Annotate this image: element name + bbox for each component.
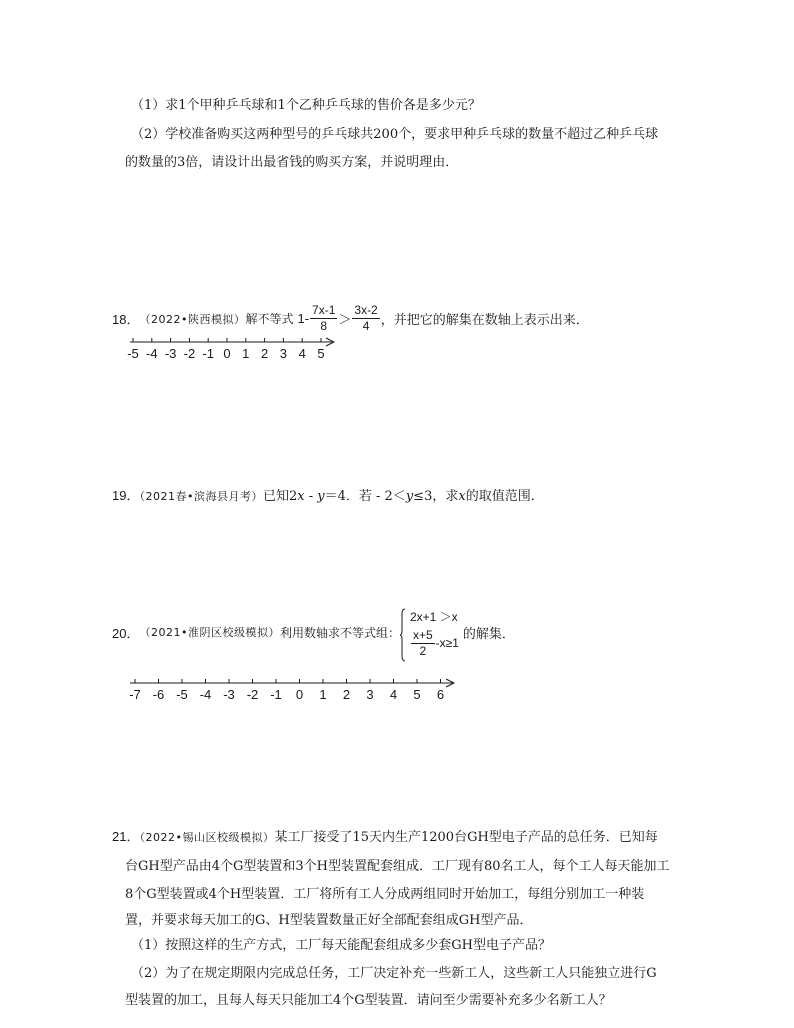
- q17-part2-line1: （2）学校准备购买这两种型号的乒乓球共200个，要求甲种乒乓球的数量不超过乙种乒乓球: [131, 127, 659, 142]
- q21-part1: （1）按照这样的生产方式，工厂每天能配套组成多少套GH型电子产品？: [131, 938, 551, 953]
- q18-tail: ，并把它的解集在数轴上表示出来．: [380, 313, 589, 328]
- axis-tick-label: -4: [199, 687, 212, 702]
- q17-part2-line2: 的数量的3倍，请设计出最省钱的购买方案，并说明理由．: [125, 155, 459, 170]
- q20-intro: 利用数轴求不等式组：: [279, 625, 400, 640]
- axis-tick-label: -5: [176, 687, 188, 702]
- q18-number-line: [120, 334, 350, 364]
- q21-source: （2022•锡山区校级模拟）: [139, 831, 275, 844]
- q19-text-a: 已知2: [262, 489, 298, 504]
- q18-source: （2022•陕西模拟）: [139, 312, 246, 326]
- axis-tick-label: -6: [152, 687, 165, 702]
- axis-tick-label: -1: [202, 346, 214, 361]
- q20-frac-denominator: 2: [419, 643, 427, 658]
- axis-tick-label: 2: [260, 346, 269, 361]
- q19-var-x: x: [297, 489, 305, 504]
- axis-tick-label: 6: [436, 687, 445, 702]
- q21-part2-line2: 型装置的加工，且每人每天只能加工4个G型装置．请问至少需要补充多少名新工人？: [125, 993, 612, 1008]
- q18-frac1-numerator: 7x-1: [312, 303, 336, 317]
- q18-intro: 解不等式: [245, 312, 294, 326]
- q21-line-3: 8个G型装置或4个H型装置．工厂将所有工人分成两组同时开始加工，每组分别加工一种装: [125, 887, 645, 902]
- q20-fraction: [411, 628, 435, 659]
- axis-tick-label: 5: [317, 346, 325, 361]
- axis-tick-label: 1: [319, 687, 327, 702]
- q18-relation: ＞: [338, 313, 352, 328]
- axis-tick-label: -2: [246, 687, 259, 702]
- q20-statement: [112, 603, 515, 661]
- q18-statement: [112, 303, 589, 334]
- axis-tick-label: -5: [127, 346, 139, 361]
- axis-tick-label: -7: [129, 687, 141, 702]
- q21-number: 21．: [112, 829, 140, 844]
- q17-part1: （1）求1个甲种乒乓球和1个乙种乒乓球的售价各是多少元？: [131, 98, 481, 113]
- q21-line1-text: 某工厂接受了15天内生产1200台GH型电子产品的总任务．已知每: [274, 830, 658, 845]
- q19-var-x2: x: [458, 489, 466, 504]
- q18-frac2-denominator: 4: [362, 319, 370, 333]
- q18-fraction-1: [310, 303, 337, 334]
- axis-tick-label: 4: [298, 346, 306, 361]
- q18-number: 18．: [112, 312, 140, 327]
- axis-tick-label: -3: [223, 687, 235, 702]
- q20-frac-numerator: x+5: [412, 627, 433, 642]
- q21-line-1: [112, 826, 658, 845]
- axis-tick-label: -4: [146, 346, 158, 361]
- q19-text-c: ＝4．若 - 2＜: [324, 489, 406, 504]
- q19-source: （2021春•滨海县月考）: [139, 490, 263, 503]
- q20-tail: 的解集．: [462, 626, 515, 642]
- left-brace-icon: [400, 608, 406, 662]
- axis-tick-label: -2: [183, 346, 196, 361]
- axis-tick-label: 3: [366, 687, 374, 702]
- q20-source: （2021•淮阴区校级模拟）: [139, 626, 280, 639]
- q20-number: 20．: [112, 625, 140, 641]
- q21-part2-line1: （2）为了在规定期限内完成总任务，工厂决定补充一些新工人，这些新工人只能独立进行G: [131, 966, 657, 981]
- q19-number: 19．: [112, 488, 140, 503]
- axis-tick-label: 5: [413, 687, 421, 702]
- q18-fraction-2: [352, 303, 379, 334]
- axis-tick-label: 0: [295, 687, 304, 702]
- q20-inequality-1: 2x+1 ＞x: [409, 609, 458, 624]
- axis-tick-label: 0: [223, 346, 231, 361]
- q19-text-b: -: [304, 489, 318, 504]
- q18-frac1-denominator: 8: [320, 319, 328, 333]
- axis-tick-label: 3: [279, 346, 288, 361]
- q19-text-d: ≤3，求: [413, 489, 459, 504]
- q20-inequality-2-tail: -x≥1: [435, 636, 459, 650]
- q19-var-y: y: [317, 489, 325, 504]
- axis-tick-label: -3: [164, 346, 177, 361]
- q20-number-line: [120, 675, 460, 705]
- axis-tick-label: 1: [242, 346, 250, 361]
- q20-inequality-system: [400, 606, 459, 659]
- axis-tick-label: -1: [270, 687, 282, 702]
- q19-text-e: 的取值范围．: [465, 489, 544, 504]
- axis-tick-label: 4: [389, 687, 398, 702]
- q18-expr-lead: 1-: [297, 311, 310, 326]
- q21-line-2: 台GH型产品由4个G型装置和3个H型装置配套组成．工厂现有80名工人，每个工人每天能加工: [125, 859, 670, 874]
- q18-frac2-numerator: 3x-2: [354, 303, 378, 317]
- axis-tick-label: 2: [342, 687, 351, 702]
- q21-line-4: 置，并要求每天加工的G、H型装置数量正好全部配套组成GH型产品．: [125, 913, 533, 928]
- q20-inequality-2: [410, 628, 459, 659]
- q19-var-y2: y: [405, 489, 414, 504]
- q19-statement: [112, 485, 544, 504]
